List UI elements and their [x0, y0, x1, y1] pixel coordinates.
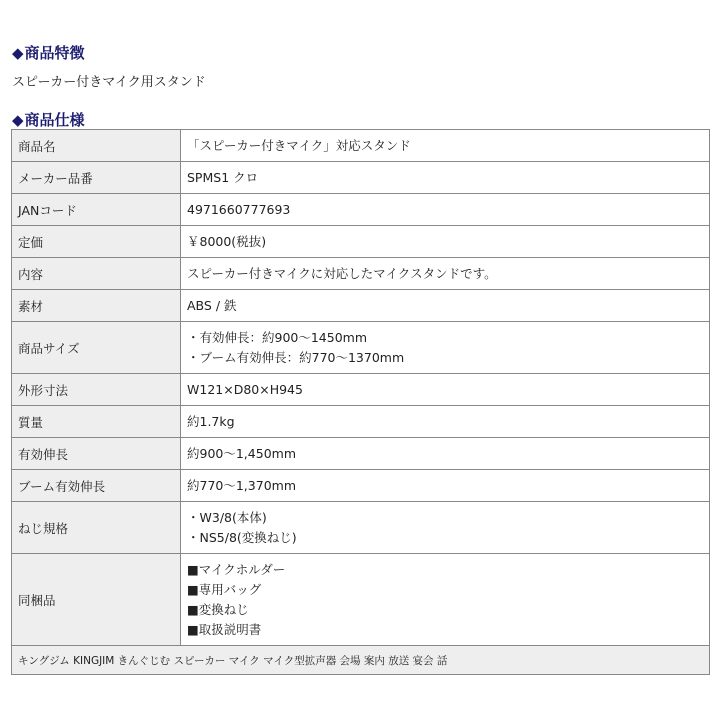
spec-value-line: スピーカー付きマイクに対応したマイクスタンドです。	[187, 265, 497, 281]
spec-value-line: 約900～1,450mm	[187, 445, 296, 461]
spec-value-line: 約1.7kg	[187, 413, 235, 429]
spec-label: 商品名	[12, 130, 181, 162]
spec-value-line: ・有効伸長：約900～1450mm	[187, 329, 368, 345]
specs-table	[11, 129, 710, 675]
table-row	[12, 226, 710, 258]
spec-value-line: ABS / 鉄	[187, 297, 237, 313]
diamond-bullet-icon: ◆	[12, 44, 24, 62]
features-heading-title: 商品特徴	[24, 44, 85, 62]
diamond-bullet-icon: ◆	[12, 111, 24, 129]
spec-value-line: ■取扱説明書	[187, 621, 262, 637]
spec-value	[181, 226, 710, 258]
spec-label: 内容	[12, 258, 181, 290]
spec-value-line: ■マイクホルダー	[187, 561, 286, 577]
table-row	[12, 130, 710, 162]
spec-value	[181, 470, 710, 502]
table-row	[12, 258, 710, 290]
spec-value-line: ￥8000(税抜)	[187, 233, 267, 249]
spec-value	[181, 554, 710, 646]
spec-value-line: 4971660777693	[187, 201, 291, 217]
table-row	[12, 290, 710, 322]
spec-label: JANコード	[12, 194, 181, 226]
spec-label: 質量	[12, 406, 181, 438]
spec-value	[181, 194, 710, 226]
spec-value-line: 「スピーカー付きマイク」対応スタンド	[187, 137, 411, 153]
spec-label: ねじ規格	[12, 502, 181, 554]
table-row	[12, 554, 710, 646]
spec-value	[181, 438, 710, 470]
table-row	[12, 162, 710, 194]
spec-label: 外形寸法	[12, 374, 181, 406]
keywords-text: キングジム KINGJIM きんぐじむ スピーカー マイク マイク型拡声器 会場 案内 放送 宴会 話	[12, 646, 710, 675]
spec-label: 定価	[12, 226, 181, 258]
spec-label: 同梱品	[12, 554, 181, 646]
spec-value	[181, 258, 710, 290]
spec-value	[181, 290, 710, 322]
table-row	[12, 322, 710, 374]
spec-value-line: SPMS1 クロ	[187, 169, 259, 185]
spec-label: 素材	[12, 290, 181, 322]
keywords-row	[12, 646, 710, 675]
table-row	[12, 502, 710, 554]
spec-value	[181, 130, 710, 162]
spec-value	[181, 406, 710, 438]
spec-value	[181, 502, 710, 554]
table-row	[12, 438, 710, 470]
spec-value-line: ・W3/8(本体)	[187, 509, 267, 525]
spec-value-line: ・NS5/8(変換ねじ)	[187, 529, 297, 545]
spec-value-line: ■変換ねじ	[187, 601, 249, 617]
table-row	[12, 374, 710, 406]
spec-value	[181, 374, 710, 406]
spec-label: 商品サイズ	[12, 322, 181, 374]
table-row	[12, 194, 710, 226]
spec-label: メーカー品番	[12, 162, 181, 194]
spec-value	[181, 162, 710, 194]
table-row	[12, 470, 710, 502]
features-heading	[12, 42, 85, 63]
table-row	[12, 406, 710, 438]
spec-value-line: 約770～1,370mm	[187, 477, 296, 493]
specs-heading	[12, 109, 85, 130]
spec-value-line: W121×D80×H945	[187, 381, 303, 397]
spec-value-line: ・ブーム有効伸長：約770～1370mm	[187, 349, 405, 365]
spec-value-line: ■専用バッグ	[187, 581, 262, 597]
spec-label: ブーム有効伸長	[12, 470, 181, 502]
specs-heading-title: 商品仕様	[24, 111, 85, 129]
spec-label: 有効伸長	[12, 438, 181, 470]
features-description: スピーカー付きマイク用スタンド	[12, 75, 206, 90]
spec-value	[181, 322, 710, 374]
